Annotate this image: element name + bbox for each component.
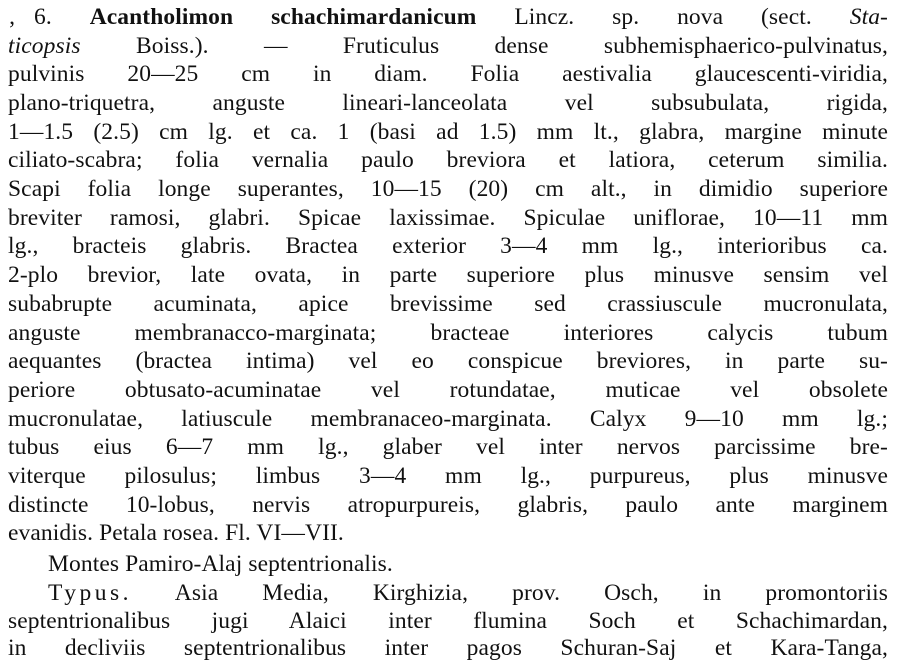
- species-name: Acantholimon schachimardanicum: [89, 4, 477, 30]
- description-line: plano-triquetra, anguste lineari-lanceolata vel subsubulata, rigida,: [8, 90, 888, 117]
- typus-text: Asia Media, Kirghizia, prov. Osch, in promontoriis: [174, 579, 888, 606]
- species-number: 6.: [34, 4, 52, 30]
- typus-line: [48, 578, 888, 608]
- description-line: lg., bracteis glabris. Bractea exterior 3—4 mm lg., interioribus ca.: [8, 233, 888, 260]
- typus-label: Typus.: [48, 579, 132, 606]
- typus-line: in decliviis septentrionalibus inter pagos Schuran-Saj et Kara-Tanga,: [8, 635, 888, 661]
- description-line: pulvinis 20—25 cm in diam. Folia aestivalia glaucescenti-viridia,: [8, 61, 888, 88]
- description-line: subabrupte acuminata, apice brevissime sed crassiuscule mucronulata,: [8, 290, 888, 317]
- description-line: ciliato-scabra; folia vernalia paulo breviora et latiora, ceterum similia.: [8, 147, 888, 174]
- section-name-part1: Sta-: [849, 4, 888, 30]
- description-line: aequantes (bractea intima) vel eo conspicue breviores, in parte su-: [8, 348, 888, 375]
- description-line: Scapi folia longe superantes, 10—15 (20) cm alt., in dimidio superiore: [8, 176, 888, 203]
- section-name-part2: ticopsis: [8, 32, 81, 59]
- distribution-paragraph: Montes Pamiro-Alaj septentrionalis.: [48, 550, 393, 577]
- section-authority-and-habit: Boiss.). — Fruticulus dense subhemisphaerico-pulvinatus,: [135, 32, 888, 59]
- description-line: tubus eius 6—7 mm lg., glaber vel inter nervos parcissime bre-: [8, 434, 888, 461]
- species-heading-line-2: [8, 31, 888, 61]
- species-author: Lincz. sp. nova (sect.: [514, 4, 812, 30]
- description-line: periore obtusato-acuminatae vel rotundatae, muticae vel obsolete: [8, 376, 888, 403]
- description-line: 2-plo brevior, late ovata, in parte superiore plus minusve sensim vel: [8, 262, 888, 289]
- description-line: 1—1.5 (2.5) cm lg. et ca. 1 (basi ad 1.5) mm lt., glabra, margine minute: [8, 118, 888, 145]
- description-line-last: evanidis. Petala rosea. Fl. VI—VII.: [8, 520, 344, 547]
- species-heading-line: [8, 2, 888, 32]
- description-line: mucronulatae, latiuscule membranaceo-marginata. Calyx 9—10 mm lg.;: [8, 405, 888, 432]
- typus-line: septentrionalibus jugi Alaici inter flumina Soch et Schachimardan,: [8, 608, 888, 635]
- margin-mark: ‚: [8, 4, 16, 30]
- description-line: breviter ramosi, glabri. Spicae laxissimae. Spiculae uniflorae, 10—11 mm: [8, 204, 888, 231]
- description-line: anguste membranacco-marginata; bracteae interiores calycis tubum: [8, 319, 888, 346]
- description-line: viterque pilosulus; limbus 3—4 mm lg., purpureus, plus minusve: [8, 462, 888, 489]
- description-line: distincte 10-lobus, nervis atropurpureis, glabris, paulo ante marginem: [8, 491, 888, 518]
